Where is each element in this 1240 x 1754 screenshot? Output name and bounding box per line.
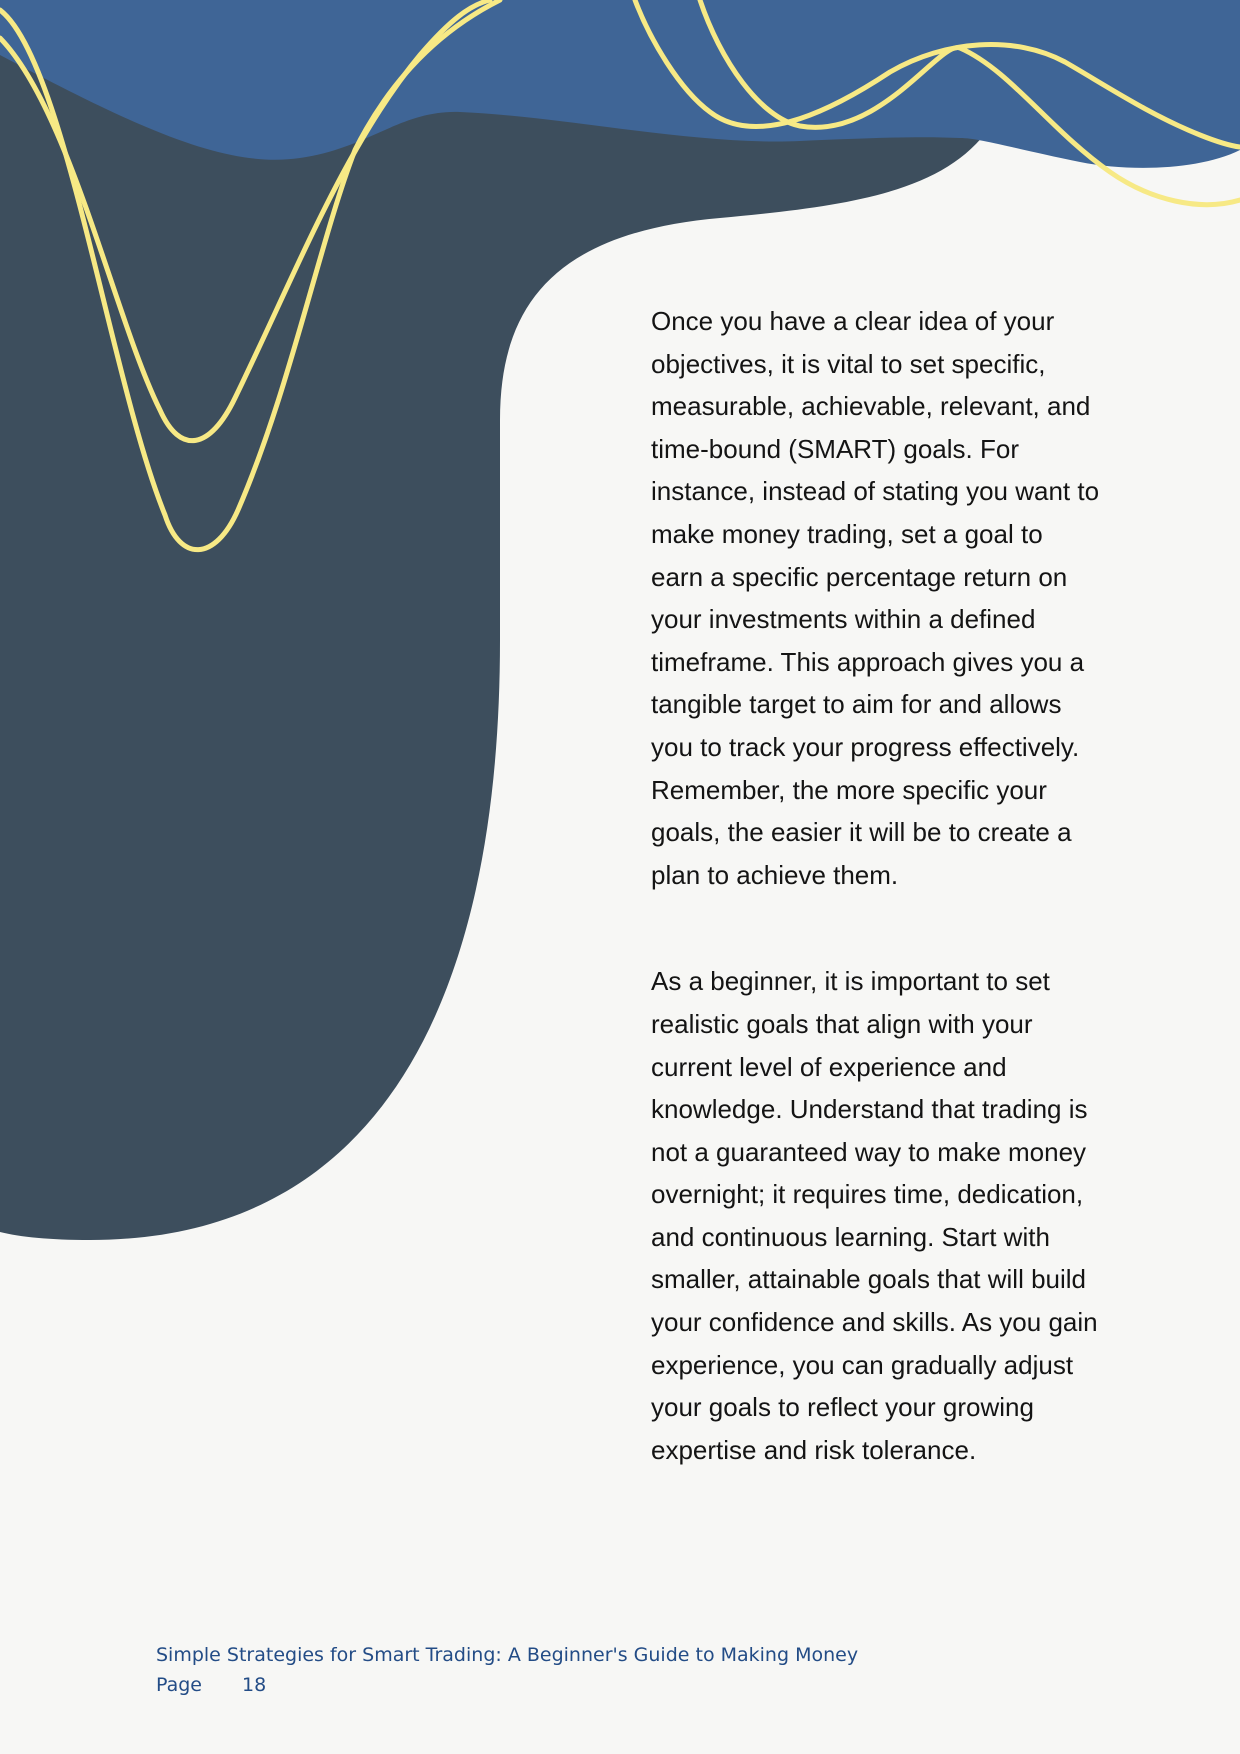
paragraph-realistic-goals: As a beginner, it is important to set realistic goals that align with your current level of experience and knowledge. Understand that trading is not a guaranteed way to make money overnight; it requires time, dedication, and continuous learning. Start with smaller, attainable goals that will build your confidence and skills. As you gain experience, you can gradually adjust your goals to reflect your growing expertise and risk tolerance.	[651, 966, 1098, 1465]
page-footer	[156, 1640, 858, 1700]
footer-page-line	[156, 1670, 858, 1700]
paragraph-smart-goals: Once you have a clear idea of your objectives, it is vital to set specific, measurable, achievable, relevant, and time-bound (SMART) goals. For instance, instead of stating you want to make money trading, set a goal to earn a specific percentage return on your investments within a defined timeframe. This approach gives you a tangible target to aim for and allows you to track your progress effectively. Remember, the more specific your goals, the easier it will be to create a plan to achieve them.	[651, 306, 1100, 890]
footer-page-number: 18	[242, 1674, 267, 1696]
footer-book-title: Simple Strategies for Smart Trading: A Beginner's Guide to Making Money	[156, 1644, 859, 1666]
body-text	[651, 300, 1101, 1471]
footer-page-label: Page	[156, 1674, 202, 1696]
